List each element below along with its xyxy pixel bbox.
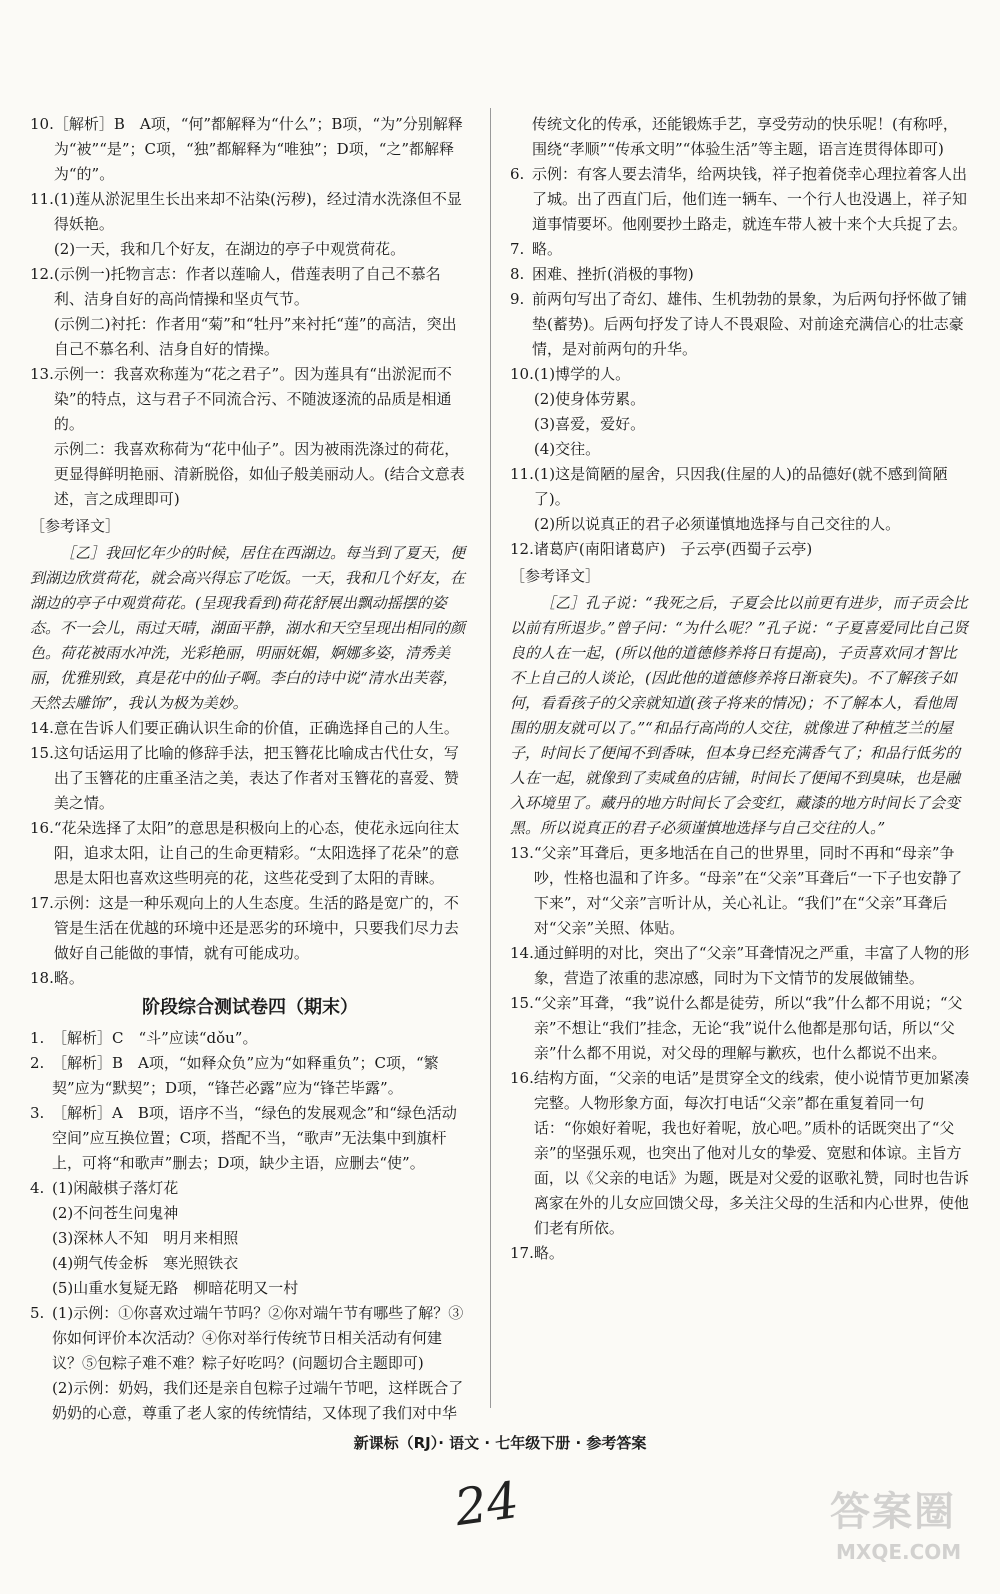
answer-body — [52, 1176, 470, 1301]
answer-item — [30, 1301, 470, 1426]
answer-item — [30, 716, 470, 741]
answer-text: “父亲”耳聋，“我”说什么都是徒劳，所以“我”什么都不用说；“父亲”不想让“我们”挂念，无论“我”说什么他都是那句话，所以“父亲”什么都不用说，对父母的理解与歉疚，也什么都说不出来。 — [533, 994, 963, 1062]
answer-body — [54, 816, 470, 891]
answer-body — [534, 1241, 970, 1266]
answer-text: “花朵选择了太阳”的意思是积极向上的心态，使花永远向往太阳，追求太阳，让自己的生命更精彩。“太阳选择了花朵”的意思是太阳也喜欢这些明亮的花，这些花受到了太阳的青睐。 — [53, 819, 460, 887]
answer-body — [54, 362, 470, 512]
answer-subpart: (示例二)衬托：作者用“菊”和“牡丹”来衬托“莲”的高洁，突出自己不慕名利、洁身自好的情操。 — [53, 315, 457, 358]
answer-number: 6. — [510, 165, 525, 183]
section-title: 阶段综合测试卷四（期末） — [142, 997, 358, 1018]
reference-translation-left: ［乙］我回忆年少的时候，居住在西湖边。每当到了夏天，便到湖边欣赏荷花，就会高兴得忘了吃饭。一天，我和几个好友，在湖边的亭子中观赏荷花。(呈现我看到)荷花舒展出飘动摇摆的姿态。不一会儿，雨过天晴，湖面平静，湖水和天空呈现出相同的颜色。荷花被雨水冲洗，光彩艳丽，明丽妩媚，婀娜多姿，清秀美丽，优雅别致，真是花中的仙子啊。李白的诗中说“清水出芙蓉，天然去雕饰”，我认为极为美妙。 — [30, 544, 466, 712]
answer-text: (1)这是简陋的屋舍，只因我(住屋的人)的品德好(就不感到简陋了)。 — [533, 465, 948, 508]
answer-text: 略。 — [533, 1244, 564, 1262]
answer-item — [510, 1066, 970, 1241]
answer-text: ［解析］B A项，“如释众负”应为“如释重负”；C项，“繁契”应为“默契”；D项，“锋芒必露”应为“锋芒毕露”。 — [52, 1054, 439, 1097]
answer-text: (1)示例：①你喜欢过端午节吗？②你对端午节有哪些了解？③你如何评价本次活动？④你对举行传统节日相关活动有何建议？⑤包粽子难不难？粽子好吃吗？(问题切合主题即可) — [52, 1304, 464, 1372]
answer-text: ［解析］A B项，语序不当，“绿色的发展观念”和“绿色活动空间”应互换位置；C项，搭配不当，“歌声”无法集中到旗杆上，可将“和歌声”删去；D项，缺少主语，应删去“使”。 — [52, 1104, 457, 1172]
answer-body — [534, 941, 970, 991]
answer-number: 2. — [30, 1054, 45, 1072]
answer-subpart: (3)喜爱，爱好。 — [533, 415, 646, 433]
answer-number: 16. — [30, 819, 54, 837]
answer-subpart: 示例二：我喜欢称荷为“花中仙子”。因为被雨洗涤过的荷花，更显得鲜明艳丽、清新脱俗，如仙子般美丽动人。(结合文意表述，言之成理即可) — [53, 440, 465, 508]
answer-item — [510, 362, 970, 462]
answer-body — [52, 1101, 470, 1176]
answer-subpart: (4)交往。 — [533, 440, 601, 458]
answer-number: 14. — [30, 719, 54, 737]
answer-subpart: (3)深林人不知 明月来相照 — [52, 1229, 239, 1247]
answer-body — [54, 187, 470, 262]
answer-body — [534, 362, 970, 462]
answer-body — [534, 537, 970, 562]
answer-text: 通过鲜明的对比，突出了“父亲”耳聋情况之严重，丰富了人物的形象，营造了浓重的悲凉感，同时为下文情节的发展做铺垫。 — [533, 944, 970, 987]
answer-body — [54, 112, 470, 187]
answer-subpart: (2)不问苍生问鬼神 — [52, 1204, 179, 1222]
answer-text: ［解析］B A项，“何”都解释为“什么”；B项，“为”分别解释为“被”“是”；C项，“独”都解释为“唯独”；D项，“之”都解释为“的”。 — [53, 115, 463, 183]
answer-item — [30, 187, 470, 262]
answer-text: 示例：这是一种乐观向上的人生态度。生活的路是宽广的，不管是生活在优越的环境中还是恶劣的环境中，只要我们尽力去做好自己能做的事情，就有可能成功。 — [53, 894, 459, 962]
answer-number: 3. — [30, 1104, 45, 1122]
answer-number: 9. — [510, 290, 525, 308]
right-answers-part2 — [510, 841, 970, 1266]
answer-number: 16. — [510, 1069, 534, 1087]
answer-text: (1)莲从淤泥里生长出来却不沾染(污秽)，经过清水洗涤但不显得妖艳。 — [53, 190, 462, 233]
answer-number: 7. — [510, 240, 525, 258]
answer-item — [510, 162, 970, 237]
answer-subpart: (2)一天，我和几个好友，在湖边的亭子中观赏荷花。 — [53, 240, 406, 258]
answer-number: 13. — [30, 365, 54, 383]
answer-item — [30, 891, 470, 966]
watermark-logo: 答案圈 — [830, 1489, 956, 1535]
answer-number: 14. — [510, 944, 534, 962]
answer-body — [534, 841, 970, 941]
answer-subpart: (2)示例：奶妈，我们还是亲自包粽子过端午节吧，这样既合了奶奶的心意，尊重了老人家的传统情结，又体现了我们对中华 — [52, 1379, 464, 1422]
answer-text: (示例一)托物言志：作者以莲喻人，借莲表明了自己不慕名利、洁身自好的高尚情操和坚贞气节。 — [53, 265, 441, 308]
answer-text: “父亲”耳聋后，更多地活在自己的世界里，同时不再和“母亲”争吵，性格也温和了许多。“母亲”在“父亲”耳聋后“一下子也安静了下来”，对“父亲”言听计从，关心礼让。“我们”在“父亲”耳聋后对“父亲”关照、体贴。 — [533, 844, 963, 937]
answer-item — [30, 966, 470, 991]
answer-body — [534, 991, 970, 1066]
answer-body — [54, 716, 470, 741]
watermark — [830, 1480, 990, 1580]
answer-item — [30, 362, 470, 512]
answer-item — [30, 816, 470, 891]
answer-body — [54, 891, 470, 966]
reference-heading-right: ［参考译文］ — [510, 567, 601, 585]
left-answers-part1 — [30, 112, 470, 512]
answer-text: 诸葛庐(南阳诸葛庐) 子云亭(西蜀子云亭) — [533, 540, 813, 558]
handwritten-page-number: 24 — [451, 1470, 523, 1538]
answer-text: ［解析］C “斗”应读“dǒu”。 — [52, 1029, 258, 1047]
answer-item — [30, 1101, 470, 1176]
answer-number: 15. — [30, 744, 54, 762]
answer-body — [52, 1301, 470, 1426]
answer-subpart: (5)山重水复疑无路 柳暗花明又一村 — [52, 1279, 299, 1297]
answer-number: 10. — [510, 365, 534, 383]
answer-text: (1)博学的人。 — [533, 365, 631, 383]
answer-item — [510, 287, 970, 362]
answer-text: (1)闲敲棋子落灯花 — [52, 1179, 179, 1197]
answer-body — [52, 1026, 470, 1051]
answer-body — [532, 162, 970, 237]
answer-subpart: (2)使身体劳累。 — [533, 390, 646, 408]
continued-text: 传统文化的传承，还能锻炼手艺，享受劳动的快乐呢！(有称呼，围绕“孝顺”“传承文明”“体验生活”等主题，语言连贯得体即可) — [532, 115, 958, 158]
answer-body — [532, 287, 970, 362]
answer-item — [30, 741, 470, 816]
answer-subpart: (2)所以说真正的君子必须谨慎地选择与自己交往的人。 — [533, 515, 901, 533]
answer-item — [30, 262, 470, 362]
answer-subpart: (4)朔气传金柝 寒光照铁衣 — [52, 1254, 239, 1272]
answer-number: 17. — [30, 894, 54, 912]
column-divider — [490, 108, 491, 1408]
answer-item — [510, 262, 970, 287]
answer-item — [30, 1026, 470, 1051]
answer-text: 前两句写出了奇幻、雄伟、生机勃勃的景象，为后两句抒怀做了铺垫(蓄势)。后两句抒发了诗人不畏艰险、对前途充满信心的壮志豪情，是对前两句的升华。 — [532, 290, 968, 358]
answer-number: 1. — [30, 1029, 45, 1047]
answer-text: 意在告诉人们要正确认识生命的价值，正确选择自己的人生。 — [53, 719, 459, 737]
answer-item — [30, 112, 470, 187]
answer-item — [510, 941, 970, 991]
answer-body — [534, 1066, 970, 1241]
answer-text: 略。 — [532, 240, 563, 258]
answer-text: 结构方面，“父亲的电话”是贯穿全文的线索，使小说情节更加紧凑完整。人物形象方面，每次打电话“父亲”都在重复着同一句话：“你娘好着呢，我也好着呢，放心吧。”质朴的话既突出了“父亲”的坚强乐观，也突出了他对儿女的挚爱、宽慰和体谅。主旨方面，以《父亲的电话》为题，既是对父爱的讴歌礼赞，同时也告诉离家在外的儿女应回馈父母，多关注父母的生活和内心世界，使他们老有所依。 — [533, 1069, 970, 1237]
answer-body — [54, 262, 470, 362]
answer-number: 18. — [30, 969, 54, 987]
answer-number: 11. — [30, 190, 54, 208]
left-answers-part3 — [30, 1026, 470, 1426]
left-column — [30, 112, 470, 1426]
reference-heading-left: ［参考译文］ — [30, 517, 121, 535]
answer-item — [510, 237, 970, 262]
right-answers-part1 — [510, 162, 970, 562]
answer-number: 8. — [510, 265, 525, 283]
answer-body — [534, 462, 970, 537]
answer-item — [30, 1051, 470, 1101]
answer-number: 17. — [510, 1244, 534, 1262]
answer-body — [54, 741, 470, 816]
page-footer: 新课标（RJ）· 语文 · 七年级下册 · 参考答案 — [353, 1434, 647, 1452]
answer-number: 10. — [30, 115, 54, 133]
left-answers-part2 — [30, 716, 470, 991]
watermark-url: MXQE.COM — [836, 1540, 962, 1564]
answer-body — [532, 237, 970, 262]
answer-number: 13. — [510, 844, 534, 862]
answer-item — [510, 537, 970, 562]
answer-body — [532, 262, 970, 287]
right-column — [510, 112, 970, 1266]
answer-item — [510, 462, 970, 537]
answer-text: 示例一：我喜欢称莲为“花之君子”。因为莲具有“出淤泥而不染”的特点，这与君子不同流合污、不随波逐流的品质是相通的。 — [53, 365, 452, 433]
answer-text: 这句话运用了比喻的修辞手法，把玉簪花比喻成古代仕女，写出了玉簪花的庄重圣洁之美，表达了作者对玉簪花的喜爱、赞美之情。 — [53, 744, 459, 812]
answer-item — [510, 991, 970, 1066]
answer-number: 15. — [510, 994, 534, 1012]
answer-number: 12. — [510, 540, 534, 558]
answer-number: 11. — [510, 465, 534, 483]
answer-number: 4. — [30, 1179, 45, 1197]
answer-text: 略。 — [53, 969, 84, 987]
answer-body — [52, 1051, 470, 1101]
answer-text: 示例：有客人要去清华，给两块钱，祥子抱着侥幸心理拉着客人出了城。出了西直门后，他们连一辆车、一个行人也没遇上，祥子知道事情要坏。他刚要抄土路走，就连车带人被十来个大兵捉了去。 — [532, 165, 968, 233]
answer-body — [54, 966, 470, 991]
reference-translation-right: ［乙］孔子说：“我死之后，子夏会比以前更有进步，而子贡会比以前有所退步。”曾子问：“为什么呢？”孔子说：“子夏喜爱同比自己贤良的人在一起，(所以他的道德修养将日有提高)，子贡喜欢同才智比不上自己的人谈论，(因此他的道德修养将日渐衰失)。不了解孩子如何，看看孩子的父亲就知道(孩子将来的情况)；不了解本人，看他周围的朋友就可以了。”“和品行高尚的人交往，就像进了种植芝兰的屋子，时间长了便闻不到香味，但本身已经充满香气了；和品行低劣的人在一起，就像到了卖咸鱼的店铺，时间长了便闻不到臭味，也是融入环境里了。藏丹的地方时间长了会变红，藏漆的地方时间长了会变黑。所以说真正的君子必须谨慎地选择与自己交往的人。” — [510, 594, 969, 837]
answer-item — [510, 1241, 970, 1266]
answer-item — [510, 841, 970, 941]
answer-number: 12. — [30, 265, 54, 283]
answer-text: 困难、挫折(消极的事物) — [532, 265, 694, 283]
answer-number: 5. — [30, 1304, 45, 1322]
answer-item — [30, 1176, 470, 1301]
